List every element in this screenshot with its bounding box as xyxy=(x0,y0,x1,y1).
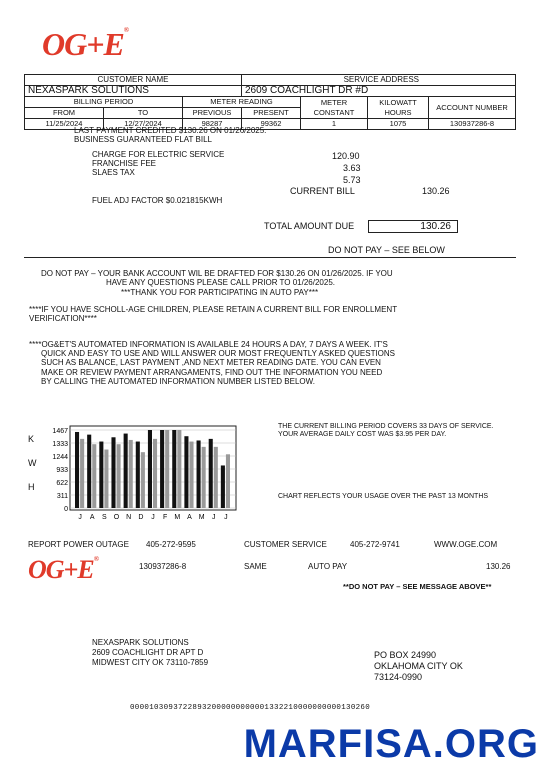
chart-bar xyxy=(148,430,152,508)
account-number-label: ACCOUNT NUMBER xyxy=(429,97,516,119)
service-address: 2609 COACHLIGHT DR #D xyxy=(242,86,516,97)
remit-city: OKLAHOMA CITY OK xyxy=(374,661,463,671)
chart-xtick-label: F xyxy=(163,514,168,521)
present-reading: 99362 xyxy=(242,119,301,130)
chart-bar xyxy=(197,440,201,508)
chart-bar xyxy=(177,430,181,508)
chart-xtick-label: J xyxy=(151,514,155,521)
axis-letter-w: W xyxy=(28,458,37,468)
meter-constant-label: METER CONSTANT xyxy=(301,97,368,119)
chart-bar xyxy=(153,439,157,508)
chart-xtick-label: D xyxy=(138,514,144,521)
customer-name-label: CUSTOMER NAME xyxy=(25,75,242,86)
chart-bar xyxy=(160,430,164,508)
chart-bar xyxy=(104,450,108,508)
kilowatt-hours-label: KILOWATT HOURS xyxy=(368,97,429,119)
total-amount-due-value: 130.26 xyxy=(368,220,458,233)
info-message-line5: BY CALLING THE AUTOMATED INFORMATION NUMBER LISTED BELOW. xyxy=(41,377,315,386)
autopay-message-line1: DO NOT PAY – YOUR BANK ACCOUNT WIL BE DRAFTED FOR $130.26 ON 01/26/2025. IF YOU xyxy=(41,269,393,278)
chart-ytick-label: 0 xyxy=(64,506,68,513)
chart-xtick-label: O xyxy=(113,514,120,521)
chart-bar xyxy=(111,437,115,508)
chart-xtick-label: N xyxy=(126,514,132,521)
billing-period-label: BILLING PERIOD xyxy=(25,97,183,108)
school-message-line1: ****IF YOU HAVE SCHOLL-AGE CHILDREN, PLEASE RETAIN A CURRENT BILL FOR ENROLLMENT xyxy=(29,305,398,314)
chart-ytick-label: 1244 xyxy=(52,454,68,461)
chart-bar xyxy=(99,442,103,508)
chart-bar xyxy=(141,452,145,508)
axis-letter-k: K xyxy=(28,434,35,444)
chart-bar xyxy=(165,430,169,508)
customer-name: NEXASPARK SOLUTIONS xyxy=(25,86,242,97)
info-message-line3: SUCH AS BALANCE, LAST PAYMENT ,AND NEXT METER READING DATE. YOU CAN EVEN xyxy=(41,358,381,367)
chart-bar xyxy=(172,430,176,508)
customer-service-phone: 405-272-9741 xyxy=(350,540,400,549)
chart-bar xyxy=(226,454,230,508)
chart-bar xyxy=(75,432,79,508)
previous-label: PREVIOUS xyxy=(183,108,242,119)
stub-auto-pay: AUTO PAY xyxy=(308,562,348,571)
oge-logo-stub xyxy=(28,555,98,585)
meter-constant: 1 xyxy=(301,119,368,130)
chart-bar xyxy=(124,434,128,508)
remit-po-box: PO BOX 24990 xyxy=(374,650,437,660)
sender-street: 2609 COACHLIGHT DR APT D xyxy=(92,648,204,657)
chart-bar xyxy=(92,444,96,508)
customer-service-label: CUSTOMER SERVICE xyxy=(244,540,327,549)
report-outage-label: REPORT POWER OUTAGE xyxy=(28,540,129,549)
info-message-line2: QUICK AND EASY TO USE AND WILL ANSWER OUR MOST FREQUENTLY ASKED QUESTIONS xyxy=(41,349,396,358)
ocr-scanline: 00001030937228932000000000001332210000000000130260 xyxy=(130,704,371,712)
chart-bar xyxy=(136,442,140,508)
current-bill-value: 130.26 xyxy=(422,186,450,196)
stub-logo-text: OG+E xyxy=(28,555,94,584)
chart-xtick-label: M xyxy=(174,514,181,521)
chart-ytick-label: 1333 xyxy=(52,441,68,448)
chart-ytick-label: 311 xyxy=(56,493,68,500)
billing-from: 11/25/2024 xyxy=(25,119,104,130)
chart-bar xyxy=(189,442,193,508)
kilowatt-hours: 1075 xyxy=(368,119,429,130)
school-message-line2: VERIFICATION**** xyxy=(29,314,97,323)
stub-account-number: 130937286-8 xyxy=(139,562,187,571)
franchise-fee-value: 3.63 xyxy=(343,163,361,173)
info-message-line1: ****OG&ET'S AUTOMATED INFORMATION IS AVAILABLE 24 HOURS A DAY, 7 DAYS A WEEK. IT'S xyxy=(29,340,388,349)
chart-xtick-label: A xyxy=(187,514,192,521)
watermark: MARFISA.ORG xyxy=(243,722,539,766)
meter-reading-label: METER READING xyxy=(183,97,301,108)
current-bill-label: CURRENT BILL xyxy=(290,186,355,196)
sender-name: NEXASPARK SOLUTIONS xyxy=(92,638,189,647)
chart-bar xyxy=(184,436,188,508)
logo-registered-mark: ® xyxy=(123,26,129,34)
chart-xtick-label: A xyxy=(89,514,95,521)
sales-tax-label: SLAES TAX xyxy=(92,168,135,177)
stub-logo-registered-mark: ® xyxy=(93,555,98,563)
service-address-label: SERVICE ADDRESS xyxy=(242,75,516,86)
chart-bar xyxy=(129,440,133,508)
last-payment-line: LAST PAYMENT CREDITED $130.26 ON 01/26/2025. xyxy=(74,126,267,135)
remit-zip: 73124-0990 xyxy=(374,672,423,682)
chart-bar xyxy=(87,435,91,508)
chart-reflects-note: CHART REFLECTS YOUR USAGE OVER THE PAST 13 MONTHS xyxy=(278,493,489,500)
autopay-message-line3: ***THANK YOU FOR PARTICIPATING IN AUTO PAY*** xyxy=(121,288,319,297)
franchise-fee-label: FRANCHISE FEE xyxy=(92,159,157,168)
website: WWW.OGE.COM xyxy=(434,540,498,549)
stub-do-not-pay: **DO NOT PAY – SEE MESSAGE ABOVE** xyxy=(343,582,492,591)
total-amount-due-label: TOTAL AMOUNT DUE xyxy=(264,221,355,231)
chart-bar xyxy=(209,439,213,508)
present-label: PRESENT xyxy=(242,108,301,119)
chart-bar xyxy=(214,447,218,508)
sales-tax-value: 5.73 xyxy=(343,175,361,185)
chart-xtick-label: J xyxy=(78,514,82,521)
chart-xtick-label: J xyxy=(212,514,216,521)
chart-bar xyxy=(221,465,225,508)
electric-charge-value: 120.90 xyxy=(332,151,360,161)
to-label: TO xyxy=(104,108,183,119)
stub-same: SAME xyxy=(244,562,267,571)
stub-amount: 130.26 xyxy=(486,562,511,571)
electric-charge-label: CHARGE FOR ELECTRIC SERVICE xyxy=(92,150,225,159)
chart-bar xyxy=(202,447,206,508)
chart-xtick-label: J xyxy=(224,514,228,521)
chart-xtick-label: S xyxy=(102,514,107,521)
billing-to: 12/27/2024 xyxy=(104,119,183,130)
from-label: FROM xyxy=(25,108,104,119)
previous-reading: 98287 xyxy=(183,119,242,130)
report-outage-phone: 405-272-9595 xyxy=(146,540,196,549)
fuel-adj-factor: FUEL ADJ FACTOR $0.021815KWH xyxy=(92,196,223,205)
axis-letter-h: H xyxy=(28,482,35,492)
billing-period-days: THE CURRENT BILLING PERIOD COVERS 33 DAYS OF SERVICE. xyxy=(278,423,494,430)
average-daily-cost: YOUR AVERAGE DAILY COST WAS $3.95 PER DAY. xyxy=(278,431,447,438)
logo-text: OG+E xyxy=(42,26,124,62)
chart-bar xyxy=(117,444,121,508)
autopay-message-line2: HAVE ANY QUESTIONS PLEASE CALL PRIOR TO 01/26/2025. xyxy=(106,278,335,287)
flat-bill-line: BUSINESS GUARANTEED FLAT BILL xyxy=(74,135,212,144)
chart-ytick-label: 1467 xyxy=(52,428,68,435)
chart-xtick-label: M xyxy=(198,514,205,521)
account-number: 130937286-8 xyxy=(429,119,516,130)
info-message-line4: MAKE OR REVIEW PAYMENT ARRANGAMENTS, FIND OUT THE INFORMATION YOU NEED xyxy=(41,368,383,377)
sender-city: MIDWEST CITY OK 73110-7859 xyxy=(92,658,209,667)
chart-bar xyxy=(80,439,84,508)
chart-ytick-label: 622 xyxy=(56,480,68,487)
chart-ytick-label: 933 xyxy=(56,467,68,474)
do-not-pay-notice: DO NOT PAY – SEE BELOW xyxy=(328,245,445,255)
